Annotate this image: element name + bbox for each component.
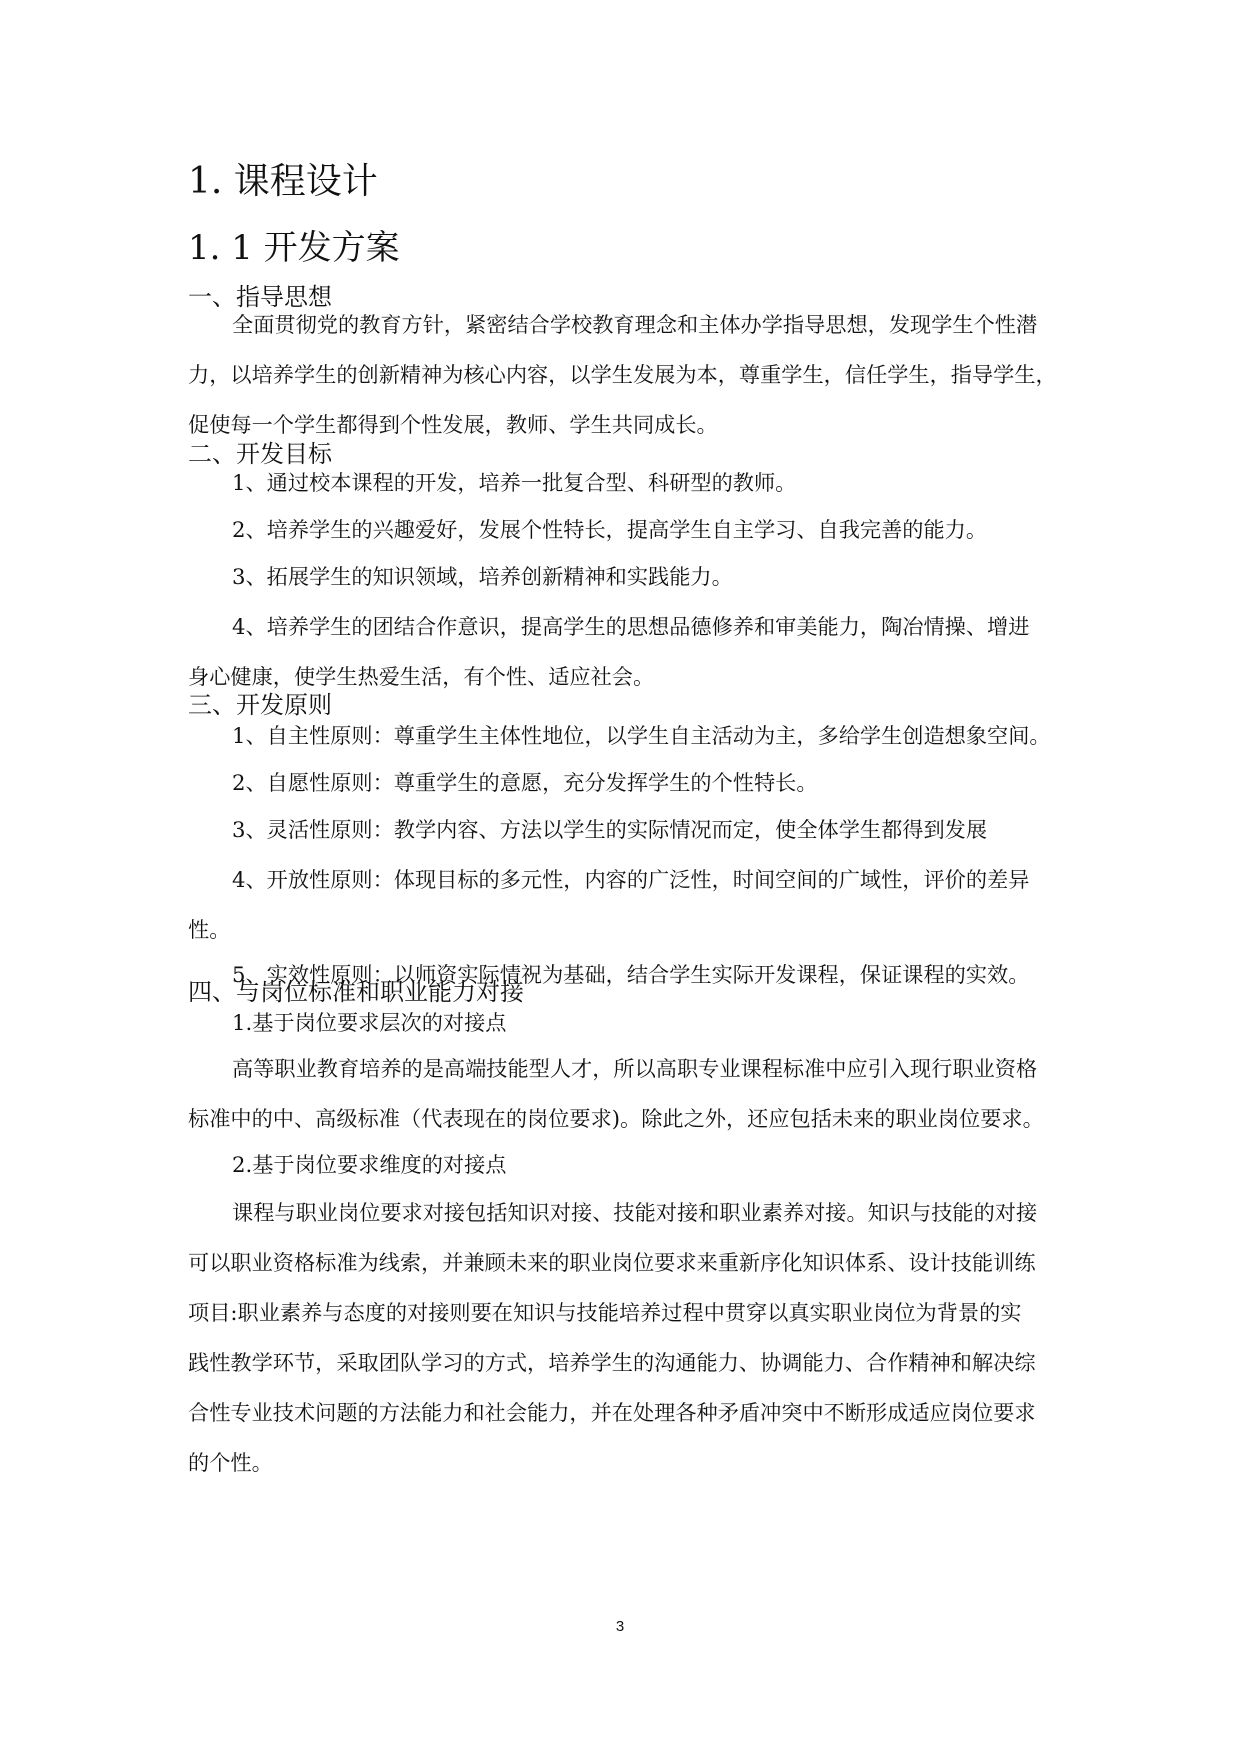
- paragraph-line: 4、培养学生的团结合作意识，提高学生的思想品德修养和审美能力，陶冶情操、增进: [232, 614, 1030, 639]
- paragraph-line: 1、通过校本课程的开发，培养一批复合型、科研型的教师。: [232, 470, 797, 495]
- paragraph-line: 合性专业技术问题的方法能力和社会能力，并在处理各种矛盾冲突中不断形成适应岗位要求: [188, 1400, 1036, 1425]
- section-development-goals-title: 二、开发目标: [188, 440, 332, 468]
- paragraph-line: 3、灵活性原则：教学内容、方法以学生的实际情况而定，使全体学生都得到发展: [232, 817, 988, 842]
- paragraph-line: 身心健康，使学生热爱生活，有个性、适应社会。: [188, 664, 655, 689]
- paragraph-line: 高等职业教育培养的是高端技能型人才，所以高职专业课程标准中应引入现行职业资格: [232, 1056, 1038, 1081]
- paragraph-line: 4、开放性原则：体现目标的多元性，内容的广泛性，时间空间的广域性，评价的差异: [232, 867, 1030, 892]
- paragraph-line: 可以职业资格标准为线索，并兼顾未来的职业岗位要求来重新序化知识体系、设计技能训练: [188, 1250, 1036, 1275]
- heading-course-design: 1. 课程设计: [188, 161, 378, 202]
- paragraph-line: 项目:职业素养与态度的对接则要在知识与技能培养过程中贯穿以真实职业岗位为背景的实: [188, 1300, 1022, 1325]
- paragraph-line: 1、自主性原则：尊重学生主体性地位，以学生自主活动为主，多给学生创造想象空间。: [232, 723, 1051, 748]
- job-level-subheading: [188, 998, 1053, 1048]
- goal-item: [188, 505, 1053, 555]
- paragraph-line: 5、实效性原则：以师资实际情祝为基础，结合学生实际开发课程，保证课程的实效。: [232, 962, 1030, 987]
- paragraph-line: 3、拓展学生的知识领域，培养创新精神和实践能力。: [232, 564, 733, 589]
- paragraph-line: 性。: [188, 917, 231, 942]
- paragraph-line: 1.基于岗位要求层次的对接点: [232, 1010, 507, 1035]
- goal-item: [188, 458, 1053, 508]
- paragraph-line: 力，以培养学生的创新精神为核心内容，以学生发展为本，尊重学生，信任学生，指导学生，: [188, 362, 1057, 387]
- paragraph-line: 践性教学环节，采取团队学习的方式，培养学生的沟通能力、协调能力、合作精神和解决综: [188, 1350, 1036, 1375]
- principle-item: [188, 805, 1053, 855]
- goal-item: [188, 552, 1053, 602]
- page-number: 3: [615, 1618, 625, 1635]
- paragraph-line: 2.基于岗位要求维度的对接点: [232, 1152, 507, 1177]
- principle-item: [188, 758, 1053, 808]
- paragraph-line: 2、自愿性原则：尊重学生的意愿，充分发挥学生的个性特长。: [232, 770, 818, 795]
- section-guiding-ideology-title: 一、指导思想: [188, 283, 332, 311]
- paragraph-line: 的个性。: [188, 1450, 273, 1475]
- goal-item: [188, 602, 1053, 702]
- section-job-standards-title: 四、与岗位标准和职业能力对接: [188, 978, 524, 1006]
- paragraph-line: 标准中的中、高级标准（代表现在的岗位要求)。除此之外，还应包括未来的职业岗位要求。: [188, 1106, 1044, 1131]
- principle-item: [188, 855, 1053, 955]
- paragraph-line: 课程与职业岗位要求对接包括知识对接、技能对接和职业素养对接。知识与技能的对接: [232, 1200, 1038, 1225]
- paragraph-line: 2、培养学生的兴趣爱好，发展个性特长，提高学生自主学习、自我完善的能力。: [232, 517, 988, 542]
- section-development-principles-title: 三、开发原则: [188, 691, 332, 719]
- job-level-paragraph: [188, 1044, 1053, 1144]
- heading-development-plan: 1. 1 开发方案: [188, 228, 400, 268]
- paragraph-line: 全面贯彻党的教育方针，紧密结合学校教育理念和主体办学指导思想，发现学生个性潜: [232, 312, 1038, 337]
- job-dimension-paragraph: [188, 1188, 1053, 1488]
- guiding-ideology-paragraph: [188, 300, 1057, 450]
- paragraph-line: 促使每一个学生都得到个性发展，教师、学生共同成长。: [188, 412, 718, 437]
- principle-item: [188, 711, 1053, 761]
- job-dimension-subheading: [188, 1140, 1053, 1190]
